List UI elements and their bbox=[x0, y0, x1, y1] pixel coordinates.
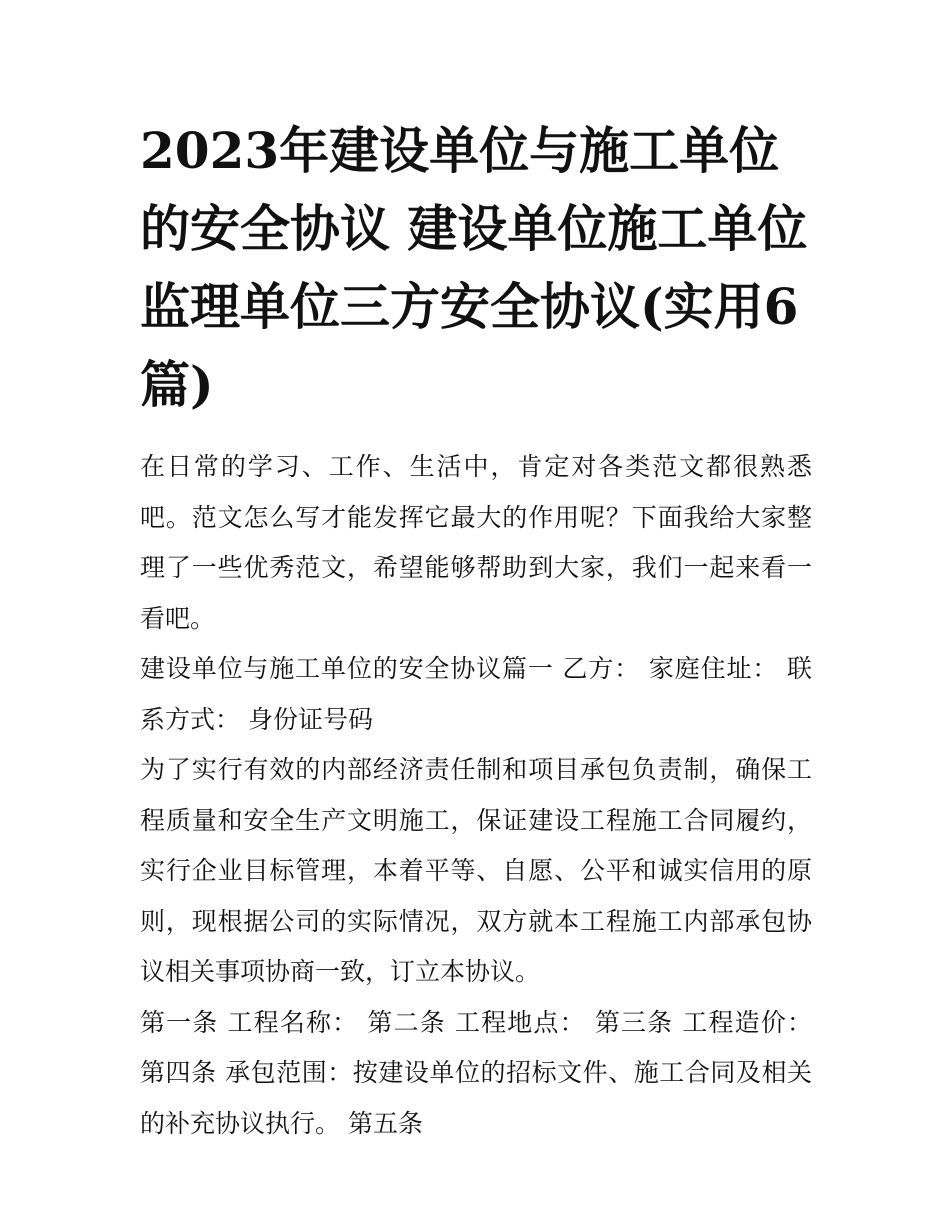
document-page bbox=[140, 112, 812, 1149]
paragraph-articles: 第一条 工程名称： 第二条 工程地点： 第三条 工程造价： 第四条 承包范围：按建设单位的招标文件、施工合同及相关的补充协议执行。 第五条 bbox=[140, 1007, 812, 1138]
paragraph-party-info: 建设单位与施工单位的安全协议篇一 乙方： 家庭住址： 联系方式： 身份证号码 bbox=[140, 654, 812, 734]
paragraph-purpose: 为了实行有效的内部经济责任制和项目承包负责制，确保工程质量和安全生产文明施工，保证建设工程施工合同履约，实行企业目标管理，本着平等、自愿、公平和诚实信用的原则，现根据公司的实际情况，双方就本工程施工内部承包协议相关事项协商一致，订立本协议。 bbox=[140, 755, 812, 986]
document-body bbox=[140, 442, 812, 1149]
paragraph-intro: 在日常的学习、工作、生活中，肯定对各类范文都很熟悉吧。范文怎么写才能发挥它最大的作用呢？下面我给大家整理了一些优秀范文，希望能够帮助到大家，我们一起来看一看吧。 bbox=[140, 452, 812, 633]
document-title: 2023年建设单位与施工单位的安全协议 建设单位施工单位监理单位三方安全协议(实用6篇) bbox=[140, 121, 808, 414]
